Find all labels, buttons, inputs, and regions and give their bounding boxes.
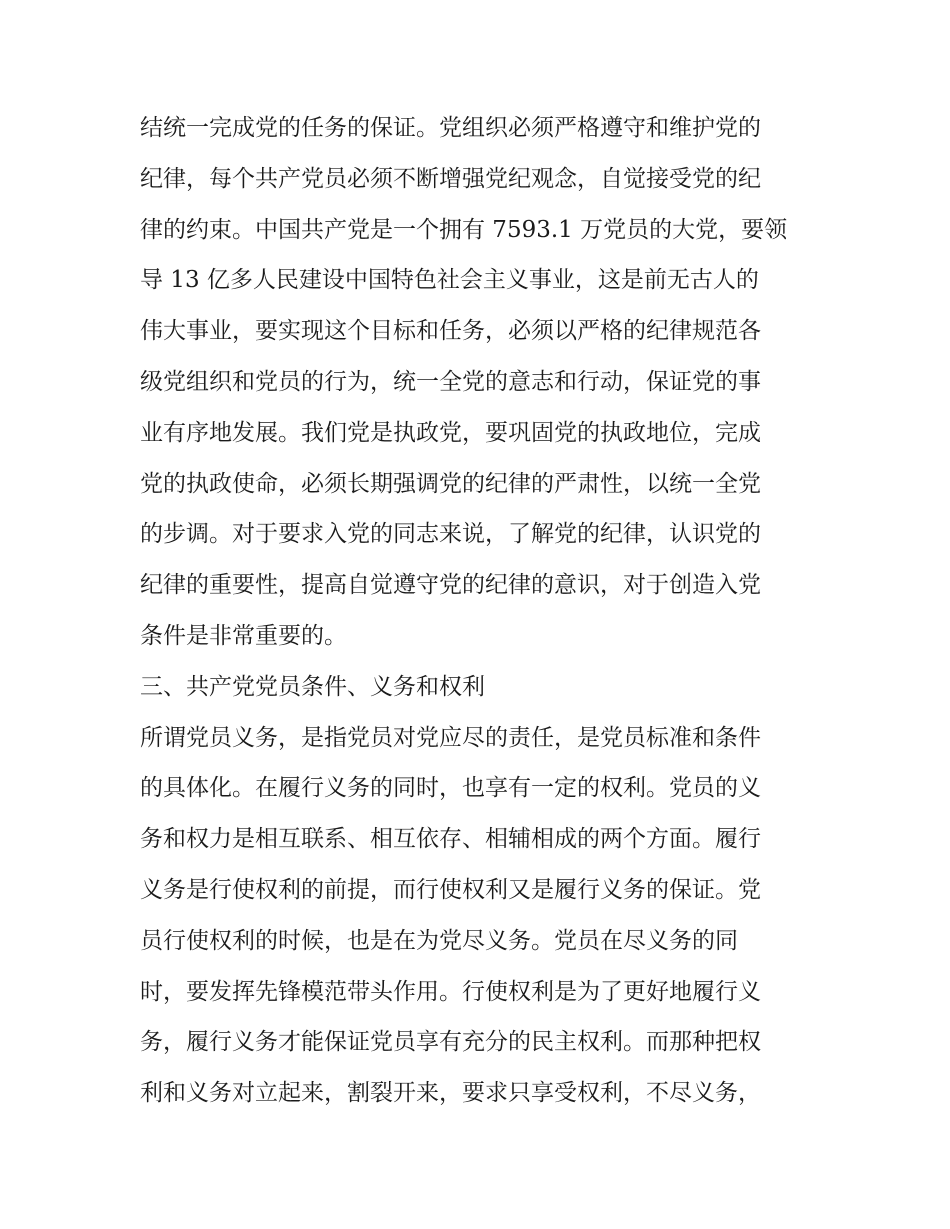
text-line-8: 党的执政使命，必须长期强调党的纪律的严肃性，以统一全党: [140, 470, 761, 497]
text-line-18: 时，要发挥先锋模范带头作用。行使权利是为了更好地履行义: [140, 978, 761, 1005]
section-heading: 三、共产党党员条件、义务和权利: [140, 673, 485, 700]
text-line-4: 导 13 亿多人民建设中国特色社会主义事业，这是前无古人的: [140, 267, 759, 294]
text-line-5: 伟大事业，要实现这个目标和任务，必须以严格的纪律规范各: [140, 318, 761, 345]
text-line-3: 律的约束。中国共产党是一个拥有 7593.1 万党员的大党，要领: [140, 216, 788, 243]
text-line-19: 务，履行义务才能保证党员享有充分的民主权利。而那种把权: [140, 1029, 761, 1056]
text-line-20: 利和义务对立起来，割裂开来，要求只享受权利，不尽义务，: [140, 1080, 761, 1107]
text-line-11: 条件是非常重要的。: [140, 622, 347, 649]
text-line-17: 员行使权利的时候，也是在为党尽义务。党员在尽义务的同: [140, 927, 738, 954]
text-line-15: 务和权力是相互联系、相互依存、相辅相成的两个方面。履行: [140, 826, 761, 853]
text-line-16: 义务是行使权利的前提，而行使权利又是履行义务的保证。党: [140, 876, 761, 903]
text-line-14: 的具体化。在履行义务的同时，也享有一定的权利。党员的义: [140, 775, 761, 802]
text-line-10: 纪律的重要性，提高自觉遵守党的纪律的意识，对于创造入党: [140, 572, 761, 599]
text-line-7: 业有序地发展。我们党是执政党，要巩固党的执政地位，完成: [140, 419, 761, 446]
text-line-6: 级党组织和党员的行为，统一全党的意志和行动，保证党的事: [140, 368, 761, 395]
text-line-2: 纪律，每个共产党员必须不断增强党纪观念，自觉接受党的纪: [140, 165, 761, 192]
text-line-1: 结统一完成党的任务的保证。党组织必须严格遵守和维护党的: [140, 115, 761, 141]
text-line-9: 的步调。对于要求入党的同志来说，了解党的纪律，认识党的: [140, 521, 761, 548]
document-body: [140, 103, 820, 1119]
text-line-13: 所谓党员义务，是指党员对党应尽的责任，是党员标准和条件: [140, 724, 761, 751]
